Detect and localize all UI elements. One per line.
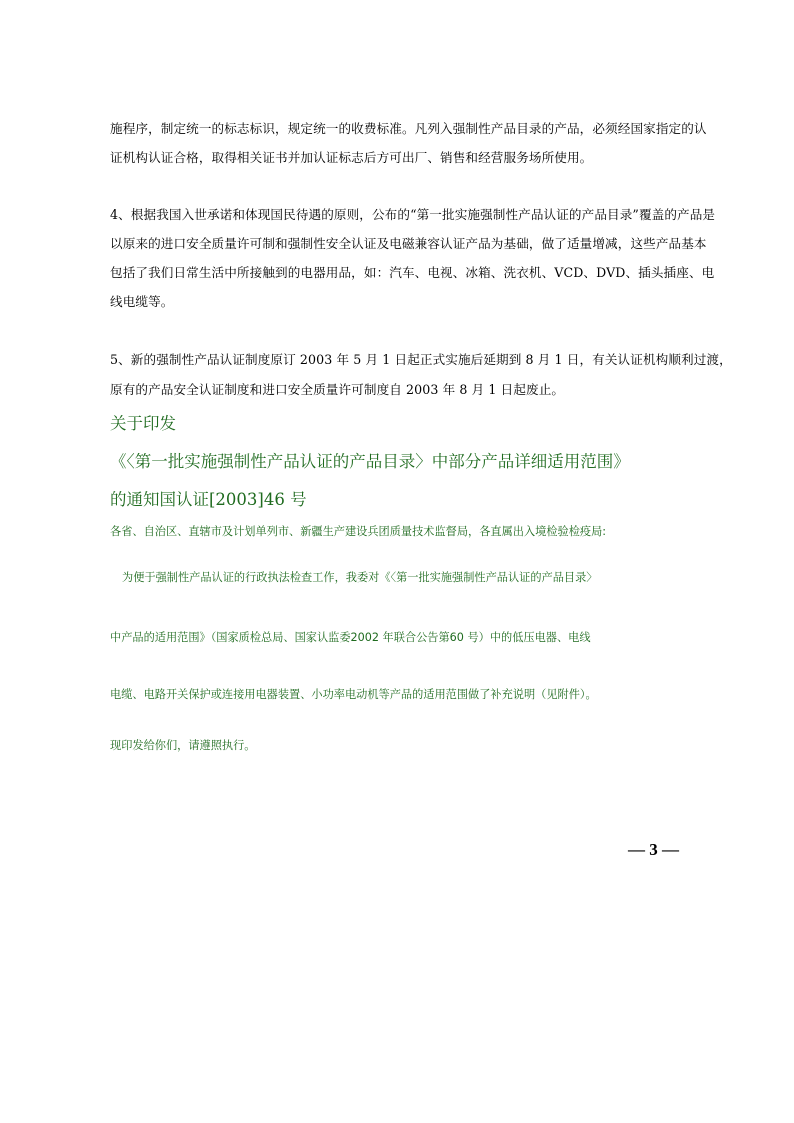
page-number: — 3 — (628, 840, 679, 859)
notice-heading-line-2: 《〈第一批实施强制性产品认证的产品目录〉中部分产品详细适用范围》 (110, 452, 630, 471)
paragraph-4-line-1: 4、根据我国入世承诺和体现国民待遇的原则，公布的“第一批实施强制性产品认证的产品目录”覆盖的产品是 (110, 207, 716, 222)
notice-body-line-3: 电缆、电路开关保护或连接用电器装置、小功率电动机等产品的适用范围做了补充说明（见附件）。 (110, 688, 597, 701)
paragraph-3-line-2: 证机构认证合格，取得相关证书并加认证标志后方可出厂、销售和经营服务场所使用。 (110, 150, 593, 165)
notice-heading-line-1: 关于印发 (110, 414, 176, 433)
notice-heading-line-3: 的通知国认证[2003]46 号 (110, 490, 307, 509)
paragraph-4-line-2: 以原来的进口安全质量许可制和强制性安全认证及电磁兼容认证产品为基础，做了适量增减，这些产品基本 (110, 236, 707, 251)
paragraph-3-line-1: 施程序，制定统一的标志标识，规定统一的收费标准。凡列入强制性产品目录的产品，必须经国家指定的认 (110, 121, 707, 136)
notice-closing: 现印发给你们，请遵照执行。 (110, 739, 256, 752)
paragraph-4-line-4: 线电缆等。 (110, 294, 174, 309)
paragraph-5-line-1: 5、新的强制性产品认证制度原订 2003 年 5 月 1 日起正式实施后延期到 8 月 1 日，有关认证机构顺利过渡， (110, 352, 732, 367)
notice-addressee: 各省、自治区、直辖市及计划单列市、新疆生产建设兵团质量技术监督局，各直属出入境检验检疫局: (110, 525, 607, 538)
notice-body-line-2: 中产品的适用范围》（国家质检总局、国家认监委2002 年联合公告第60 号）中的低压电器、电线 (110, 631, 591, 644)
notice-body-line-1: 为便于强制性产品认证的行政执法检查工作，我委对《〈第一批实施强制性产品认证的产品目录〉 (122, 571, 598, 584)
paragraph-5-line-2: 原有的产品安全认证制度和进口安全质量许可制度自 2003 年 8 月 1 日起废止。 (110, 382, 565, 397)
paragraph-4-line-3: 包括了我们日常生活中所接触到的电器用品，如：汽车、电视、冰箱、洗衣机、VCD、DVD、插头插座、电 (110, 265, 715, 280)
